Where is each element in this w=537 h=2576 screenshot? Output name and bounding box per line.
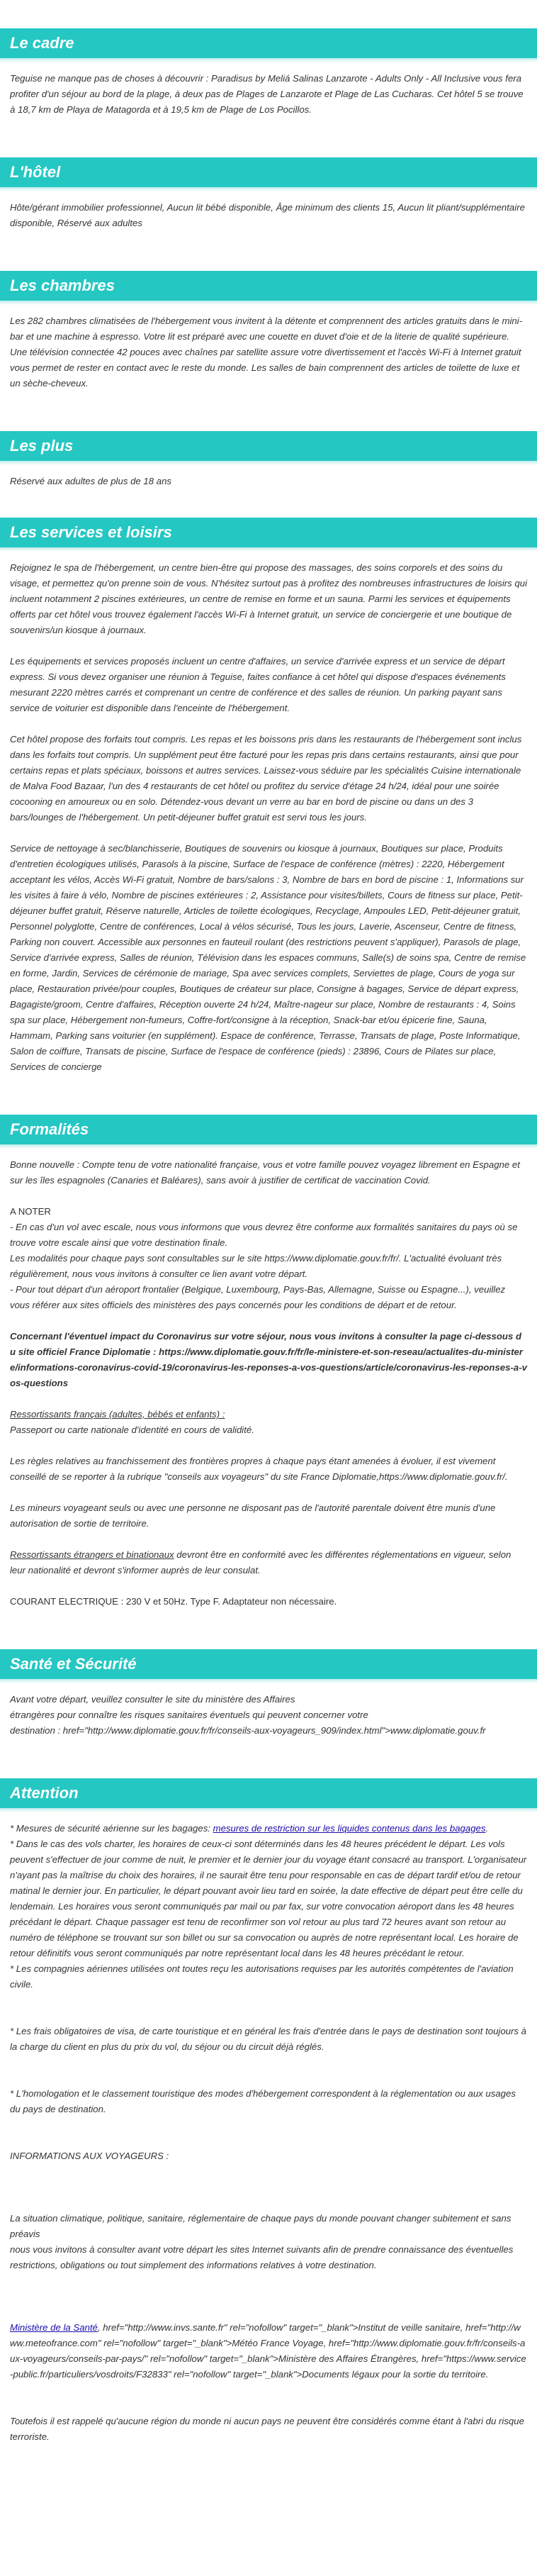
ministere-rest: , href="http://www.invs.sante.fr" rel="nofollow" target="_blank">Institut de veille sanitaire, href="http://www.meteofrance.com" rel="nofollow" target="_blank">Météo France Voyage, href="http://www.diplomatie.gouv.fr/fr/conseils-aux-voyageurs/conseils-par-pays/" rel="nofollow" target="_blank">Ministère des Affaires Étrangères, href="https://www.service-public.fr/particuliers/vosdroits/F32833" rel="nofollow" target="_blank">Documents légaux pour la sortie du territoire. (10, 2322, 526, 2380)
ministere-link[interactable]: Ministère de la Santé (10, 2322, 98, 2333)
section-chambres (0, 271, 537, 391)
section-title: L'hôtel (0, 157, 537, 187)
section-hotel (0, 157, 537, 231)
hotel-text: Hôte/gérant immobilier professionnel, Aucun lit bébé disponible, Âge minimum des clients 15, Aucun lit pliant/supplémentaire disponible, Réservé aux adultes (10, 202, 525, 228)
frais-text: * Les frais obligatoires de visa, de carte touristique et en général les frais d'entrée dans le pays de destination sont toujours à la charge du client en plus du prix du vol, du séjour ou du circuit déjà réglés. (10, 2026, 526, 2052)
services-paragraph: Les équipements et services proposés incluent un centre d'affaires, un service d'arrivée express et un service de départ express. Si vous devez organiser une réunion à Teguise, faites confiance à cet hôtel qui dispose d'espaces événements mesurant 2220 mètres carrés et comprenant un centre de conférence et des salles de réunion. Un parking payant sans service de voiturier est disponible dans l'enceinte de l'hébergement. (10, 656, 506, 713)
section-title: Le cadre (0, 28, 537, 58)
covid-notice: Concernant l'éventuel impact du Coronavirus sur votre séjour, nous vous invitons à consulter la page ci-dessous du site officiel France Diplomatie : https://www.diplomatie.gouv.fr/fr/le-ministere-et-son-reseau/actualites-du-ministere/informations-coronavirus-covid-19/coronavirus-les-reponses-a-vos-questions/article/coronavirus-les-reponses-a-vos-questions (10, 1331, 527, 1388)
services-paragraph: Rejoignez le spa de l'hébergement, un centre bien-être qui propose des massages, des soins corporels et des soins du visage, et permettez qu'on prenne soin de vous. N'hésitez surtout pas à profitez des nombreuses infrastructures de loisirs qui incluent notamment 2 piscines extérieures, un centre de remise en forme et un sauna. Parmi les services et équipements offerts par cet hôtel vous trouvez également l'accès Wi-Fi à Internet gratuit, un service de conciergerie et une boutique de souvenirs/un kiosque à journaux. (10, 562, 528, 635)
sante-line: Avant votre départ, veuillez consulter le site du ministère des Affaires (10, 1694, 295, 1705)
ressortissants-title: Ressortissants français (adultes, bébés et enfants) : (10, 1409, 225, 1420)
mesures-link[interactable]: mesures de restriction sur les liquides contenus dans les bagages (213, 1823, 486, 1834)
section-title: Santé et Sécurité (0, 1649, 537, 1679)
etrangers-rest: devront être en conformité avec les différentes réglementations en vigueur, selon leur nationalité et devront s'informer auprès de leur consulat. (10, 1549, 511, 1576)
cadre-text: Teguise ne manque pas de choses à découvrir : Paradisus by Meliá Salinas Lanzarote - Adults Only - All Inclusive vous fera profiter d'un séjour au bord de la plage, à deux pas de Plages de Lanzarote et Plage de Las Cucharas. Cet hôtel 5 se trouve à 18,7 km de Playa de Matagorda et à 19,5 km de Plage de Los Pocillos. (10, 73, 524, 115)
services-paragraph: Cet hôtel propose des forfaits tout compris. Les repas et les boissons pris dans les restaurants de l'hébergement sont inclus dans les forfaits tout compris. Un supplément peut être facturé pour les repas pris dans certains restaurants, ainsi que pour certains repas et plats spéciaux, boissons et autres services. Laissez-vous séduire par les spécialités Cuisine internationale de Malva Food Bazaar, l'un des 4 restaurants de cet hôtel ou profitez du service d'étage 24 h/24, idéal pour une soirée cocooning en amoureux ou en solo. Détendez-vous devant un verre au bar en bord de piscine ou dans un des 3 bars/lounges de l'hébergement. Un petit-déjeuner buffet gratuit est servi tous les jours. (10, 734, 522, 823)
section-sante (0, 1649, 537, 1754)
section-attention (0, 1778, 537, 2445)
courant-text: COURANT ELECTRIQUE : 230 V et 50Hz. Type F. Adaptateur non nécessaire. (10, 1596, 337, 1607)
mineurs-text: Les mineurs voyageant seuls ou avec une personne ne disposant pas de l'autorité parentale doivent être munis d'une autorisation de sortie de territoire. (10, 1502, 496, 1529)
section-title: Formalités (0, 1115, 537, 1144)
plus-text: Réservé aux adultes de plus de 18 ans (10, 476, 171, 486)
section-title: Les services et loisirs (0, 518, 537, 547)
note-line: - Pour tout départ d'un aéroport frontalier (Belgique, Luxembourg, Pays-Bas, Allemagne, Suisse ou Espagne...), veuillez vous référer aux sites officiels des ministères des pays concernés pour les conditions de départ et de retour. (10, 1284, 506, 1310)
mesures-prefix: * Mesures de sécurité aérienne sur les bagages: (10, 1823, 213, 1834)
section-cadre (0, 0, 537, 118)
formalites-intro: Bonne nouvelle : Compte tenu de votre nationalité française, vous et votre famille pouvez voyagez librement en Espagne et sur les îles espagnoles (Canaries et Baléares), sans avoir à justifier de certificat de vaccination Covid. (10, 1159, 520, 1186)
mesures-line (10, 1821, 527, 1836)
section-plus (0, 431, 537, 489)
toutefois-text: Toutefois il est rappelé qu'aucune région du monde ni aucun pays ne peuvent être considérés comme étant à l'abri du risque terroriste. (10, 2416, 524, 2442)
section-formalites (0, 1115, 537, 1610)
note-line: Les modalités pour chaque pays sont consultables sur le site https://www.diplomatie.gouv.fr/fr/. L'actualité évoluant très régulièrement, nous vous invitons à consulter ce lien avant votre départ. (10, 1253, 502, 1279)
note-line: - En cas d'un vol avec escale, nous vous informons que vous devrez être conforme aux formalités sanitaires du pays où se trouve votre escale ainsi que votre destination finale. (10, 1222, 518, 1248)
services-paragraph: Service de nettoyage à sec/blanchisserie, Boutiques de souvenirs ou kiosque à journaux, Boutiques sur place, Produits d'entretien écologiques utilisés, Parasols à la piscine, Surface de l'espace de conférence (mètres) : 2220, Hébergement acceptant les vélos, Accès Wi-Fi gratuit, Nombre de bars/salons : 3, Nombre de bars en bord de piscine : 1, Informations sur les visites à faire à vélo, Nombre de piscines extérieures : 2, Assistance pour visites/billets, Cours de fitness sur place, Petit-déjeuner buffet gratuit, Réserve naturelle, Articles de toilette écologiques, Recyclage, Ampoules LED, Petit-déjeuner gratuit, Personnel polyglotte, Centre de conférences, Local à vélos sécurisé, Tous les jours, Laverie, Ascenseur, Centre de fitness, Parking non couvert. Accessible aux personnes en fauteuil roulant (des restrictions peuvent s'appliquer), Parasols de plage, Service d'arrivée express, Salles de réunion, Télévision dans les espaces communs, Salle(s) de soins spa, Centre de remise en forme, Jardin, Services de cérémonie de mariage, Spa avec services complets, Serviettes de plage, Cours de yoga sur place, Restauration privée/pour couples, Boutiques de créateur sur place, Consigne à bagages, Service de départ express, Bagagiste/groom, Centre d'affaires, Réception ouverte 24 h/24, Maître-nageur sur place, Nombre de restaurants : 4, Soins spa sur place, Hébergement non-fumeurs, Coffre-fort/consigne à la réception, Snack-bar et/ou épicerie fine, Sauna, Hammam, Parking sans voiturier (en supplément). Espace de conférence, Terrasse, Transats de plage, Poste Informatique, Salon de coiffure, Transats de piscine, Surface de l'espace de conférence (pieds) : 23896, Cours de Pilates sur place, Services de concierge (10, 843, 526, 1072)
etrangers-underlined: Ressortissants étrangers et binationaux (10, 1549, 174, 1560)
section-services (0, 518, 537, 1075)
compagnies-text: * Les compagnies aériennes utilisées ont toutes reçu les autorisations requises par les autorités compétentes de l'aviation civile. (10, 1963, 514, 1990)
note-title: A NOTER (10, 1206, 51, 1217)
infos-heading: INFORMATIONS AUX VOYAGEURS : (10, 2151, 169, 2161)
regles-text: Les règles relatives au franchissement des frontières propres à chaque pays étant amenées à évoluer, il est vivement conseillé de se reporter à la rubrique "conseils aux voyageurs" du site France Diplomatie,https://www.diplomatie.gouv.fr/. (10, 1456, 508, 1482)
sante-line: destination : href="http://www.diplomatie.gouv.fr/fr/conseils-aux-voyageurs_909/index.html">www.diplomatie.gouv.fr (10, 1725, 486, 1736)
charter-text: * Dans le cas des vols charter, les horaires de ceux-ci sont déterminés dans les 48 heures précédent le départ. Les vols peuvent s'effectuer de jour comme de nuit, le premier et le dernier jour du voyage étant consacré au transport. L'organisateur n'ayant pas la maîtrise du choix des horaires, il ne saurait être tenu pour responsable en cas de départ tardif et/ou de retour matinal le dernier jour. En particulier, le départ pouvant avoir lieu tard en soirée, la date effective de départ peut être celle du lendemain. Les horaires vous seront communiqués par mail ou par fax, sur votre convocation aéroport dans les 48 heures précédant le départ. Chaque passager est tenu de reconfirmer son vol retour au plus tard 72 heures avant son retour au numéro de téléphone se trouvant sur son billet ou sur sa convocation ou auprès de notre représentant local. Les horaire de retour définitifs vous seront communiqués par notre représentant local dans les 48 heures précédant le retour. (10, 1839, 527, 1958)
homologation-text: * L'homologation et le classement touristique des modes d'hébergement correspondent à la réglementation ou aux usages du pays de destination. (10, 2088, 516, 2114)
chambres-text: Les 282 chambres climatisées de l'hébergement vous invitent à la détente et comprennent des articles gratuits dans le mini-bar et une machine à espresso. Votre lit est préparé avec une couette en duvet d'oie et de la literie de qualité supérieure. Une télévision connectée 42 pouces avec chaînes par satellite assure votre divertissement et l'accès Wi-Fi à Internet gratuit vous permet de rester en contact avec le reste du monde. Les salles de bain comprennent des articles de toilette de luxe et un sèche-cheveux. (10, 316, 523, 389)
section-title: Attention (0, 1778, 537, 1808)
sante-line: étrangères pour connaître les risques sanitaires éventuels qui peuvent concerner votre (10, 1710, 368, 1720)
etrangers-text (10, 1547, 527, 1578)
situation-text: La situation climatique, politique, sanitaire, réglementaire de chaque pays du monde pouvant changer subitement et sans préavis nous vous invitons à consulter avant votre départ les sites Internet suivants afin de prendre connaissance des éventuelles restrictions, obligations ou tout simplement des informations relatives à votre destination. (10, 2213, 514, 2270)
section-title: Les chambres (0, 271, 537, 301)
ministere-line (10, 2320, 527, 2382)
section-title: Les plus (0, 431, 537, 461)
ressortissants-text: Passeport ou carte nationale d'identité en cours de validité. (10, 1424, 254, 1435)
mesures-suffix: . (485, 1823, 489, 1834)
